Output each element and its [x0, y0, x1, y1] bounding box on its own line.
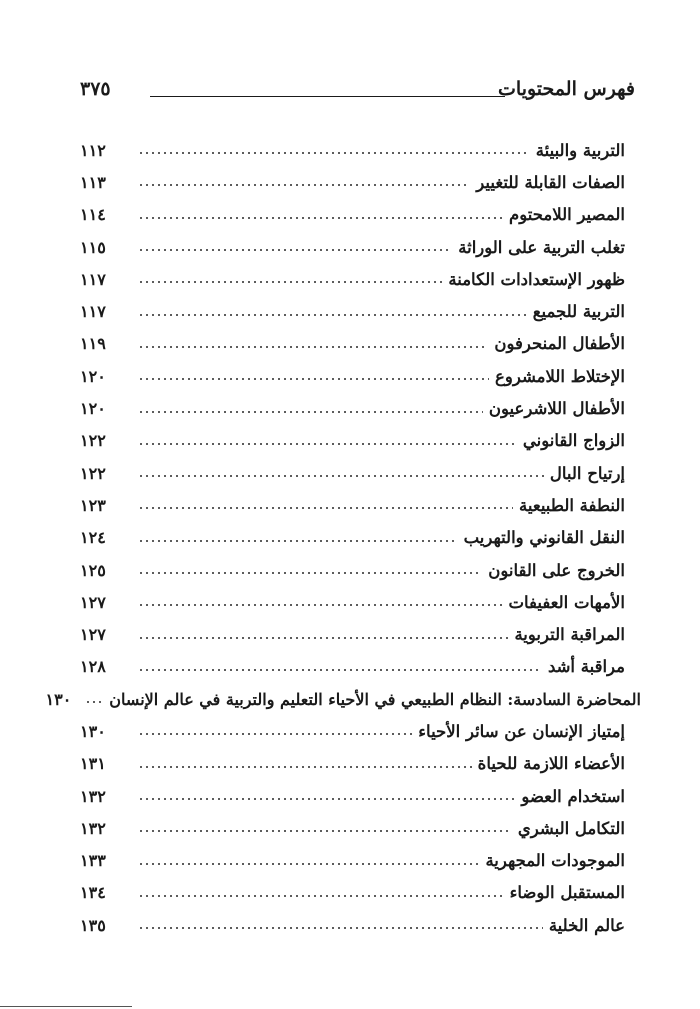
toc-entry — [80, 554, 625, 586]
toc-entry-title: الخروج على القانون — [488, 560, 625, 580]
dot-leader — [138, 568, 482, 578]
toc-entry-page: ١١٥ — [80, 237, 106, 257]
header-rule — [150, 96, 505, 97]
toc-entry — [80, 812, 625, 844]
toc-entry — [80, 780, 625, 812]
toc-entry — [80, 231, 625, 263]
toc-entry — [80, 199, 625, 231]
dot-leader — [138, 148, 530, 158]
toc-entry — [80, 166, 625, 198]
toc-entry-page: ١٢٨ — [80, 657, 106, 677]
toc-entry — [80, 715, 625, 747]
toc-entry-title: ظهور الإستعدادات الكامنة — [448, 269, 625, 289]
dot-leader — [138, 180, 470, 190]
toc-entry — [80, 263, 625, 295]
toc-entry — [80, 295, 625, 327]
table-of-contents — [45, 134, 641, 941]
toc-entry-page: ١٢٣ — [80, 495, 106, 515]
dot-leader — [138, 407, 483, 417]
toc-entry — [80, 651, 625, 683]
dot-leader — [138, 923, 543, 933]
toc-entry-page: ١٣٥ — [80, 915, 106, 935]
toc-entry-title: الصفات القابلة للتغيير — [476, 172, 625, 192]
dot-leader — [138, 536, 458, 546]
toc-entry — [80, 618, 625, 650]
toc-entry-page: ١١٢ — [80, 140, 106, 160]
dot-leader — [138, 245, 452, 255]
dot-leader — [138, 794, 515, 804]
toc-entry-title: الأطفال المنحرفون — [494, 334, 625, 354]
toc-entry-page: ١١٧ — [80, 269, 106, 289]
toc-entry-page: ١١٧ — [80, 302, 106, 322]
dot-leader — [138, 891, 504, 901]
toc-entry-title: المصير اللامحتوم — [509, 205, 625, 225]
toc-entry-title: الإختلاط اللامشروع — [495, 366, 625, 386]
toc-entry-page: ١٢٠ — [80, 366, 106, 386]
toc-chapter-title: المحاضرة السادسة: النظام الطبيعي في الأحياء التعليم والتربية في عالم الإنسان — [109, 689, 641, 709]
dot-leader — [85, 697, 103, 707]
toc-entry-title: النقل القانوني والتهريب — [463, 528, 625, 548]
toc-entry-page: ١٢٧ — [80, 625, 106, 645]
dot-leader — [138, 859, 479, 869]
toc-entry-title: إرتياح البال — [549, 463, 625, 483]
toc-entry-page: ١١٩ — [80, 334, 106, 354]
dot-leader — [138, 471, 544, 481]
dot-leader — [138, 310, 527, 320]
toc-entry-page: ١٢٤ — [80, 528, 106, 548]
toc-entry-title: إمتياز الإنسان عن سائر الأحياء — [418, 721, 625, 741]
toc-entry-page: ١٣٢ — [80, 786, 106, 806]
toc-entry-page: ١٣٠ — [45, 689, 72, 709]
toc-entry — [80, 360, 625, 392]
dot-leader — [138, 633, 508, 643]
dot-leader — [138, 826, 512, 836]
toc-entry-page: ١٣٠ — [80, 721, 106, 741]
toc-entry-title: الأطفال اللاشرعيون — [488, 399, 625, 419]
toc-entry-title: التربية والبيئة — [535, 140, 625, 160]
toc-entry — [80, 748, 625, 780]
toc-entry-page: ١٣٤ — [80, 883, 106, 903]
dot-leader — [138, 762, 472, 772]
toc-entry — [80, 134, 625, 166]
dot-leader — [138, 213, 503, 223]
toc-entry-title: الأمهات العفيفات — [508, 592, 625, 612]
toc-entry — [80, 586, 625, 618]
toc-entry-title: المراقبة التربوية — [514, 625, 625, 645]
toc-entry — [80, 522, 625, 554]
dot-leader — [138, 600, 502, 610]
toc-entry — [80, 425, 625, 457]
toc-entry — [80, 877, 625, 909]
toc-entry-page: ١٣٣ — [80, 851, 106, 871]
toc-entry — [80, 328, 625, 360]
toc-entry-page: ١٣٢ — [80, 818, 106, 838]
toc-entry — [80, 489, 625, 521]
toc-entry-page: ١١٣ — [80, 172, 106, 192]
toc-entry-page: ١٢٠ — [80, 399, 106, 419]
running-title: فهرس المحتويات — [498, 78, 635, 100]
dot-leader — [138, 665, 542, 675]
page-header — [80, 78, 635, 108]
toc-entry-title: الزواج القانوني — [522, 431, 625, 451]
toc-entry-title: المستقبل الوضاء — [509, 883, 625, 903]
toc-entry — [80, 845, 625, 877]
toc-entry-page: ١٢٧ — [80, 592, 106, 612]
toc-entry-title: استخدام العضو — [521, 786, 625, 806]
dot-leader — [138, 729, 412, 739]
toc-entry-page: ١٢٢ — [80, 431, 106, 451]
footnote-rule — [0, 1006, 132, 1007]
dot-leader — [138, 342, 488, 352]
toc-entry-title: التكامل البشري — [517, 818, 625, 838]
toc-entry-title: الموجودات المجهرية — [485, 851, 625, 871]
toc-entry-page: ١٢٢ — [80, 463, 106, 483]
toc-entry-title: الأعضاء اللازمة للحياة — [477, 754, 625, 774]
toc-entry-page: ١١٤ — [80, 205, 106, 225]
toc-entry-title: عالم الخلية — [548, 915, 625, 935]
page-number: ٣٧٥ — [80, 78, 111, 100]
toc-entry — [80, 909, 625, 941]
toc-entry — [80, 457, 625, 489]
toc-entry-title: التربية للجميع — [532, 302, 625, 322]
toc-entry-title: مراقبة أشد — [547, 657, 625, 677]
toc-entry-title: النطفة الطبيعية — [519, 495, 625, 515]
dot-leader — [138, 277, 442, 287]
dot-leader — [138, 374, 489, 384]
toc-entry-page: ١٢٥ — [80, 560, 106, 580]
toc-entry-title: تغلب التربية على الوراثة — [458, 237, 625, 257]
toc-entry — [80, 392, 625, 424]
toc-chapter-entry — [45, 683, 641, 715]
dot-leader — [138, 503, 513, 513]
dot-leader — [138, 439, 517, 449]
toc-entry-page: ١٣١ — [80, 754, 106, 774]
